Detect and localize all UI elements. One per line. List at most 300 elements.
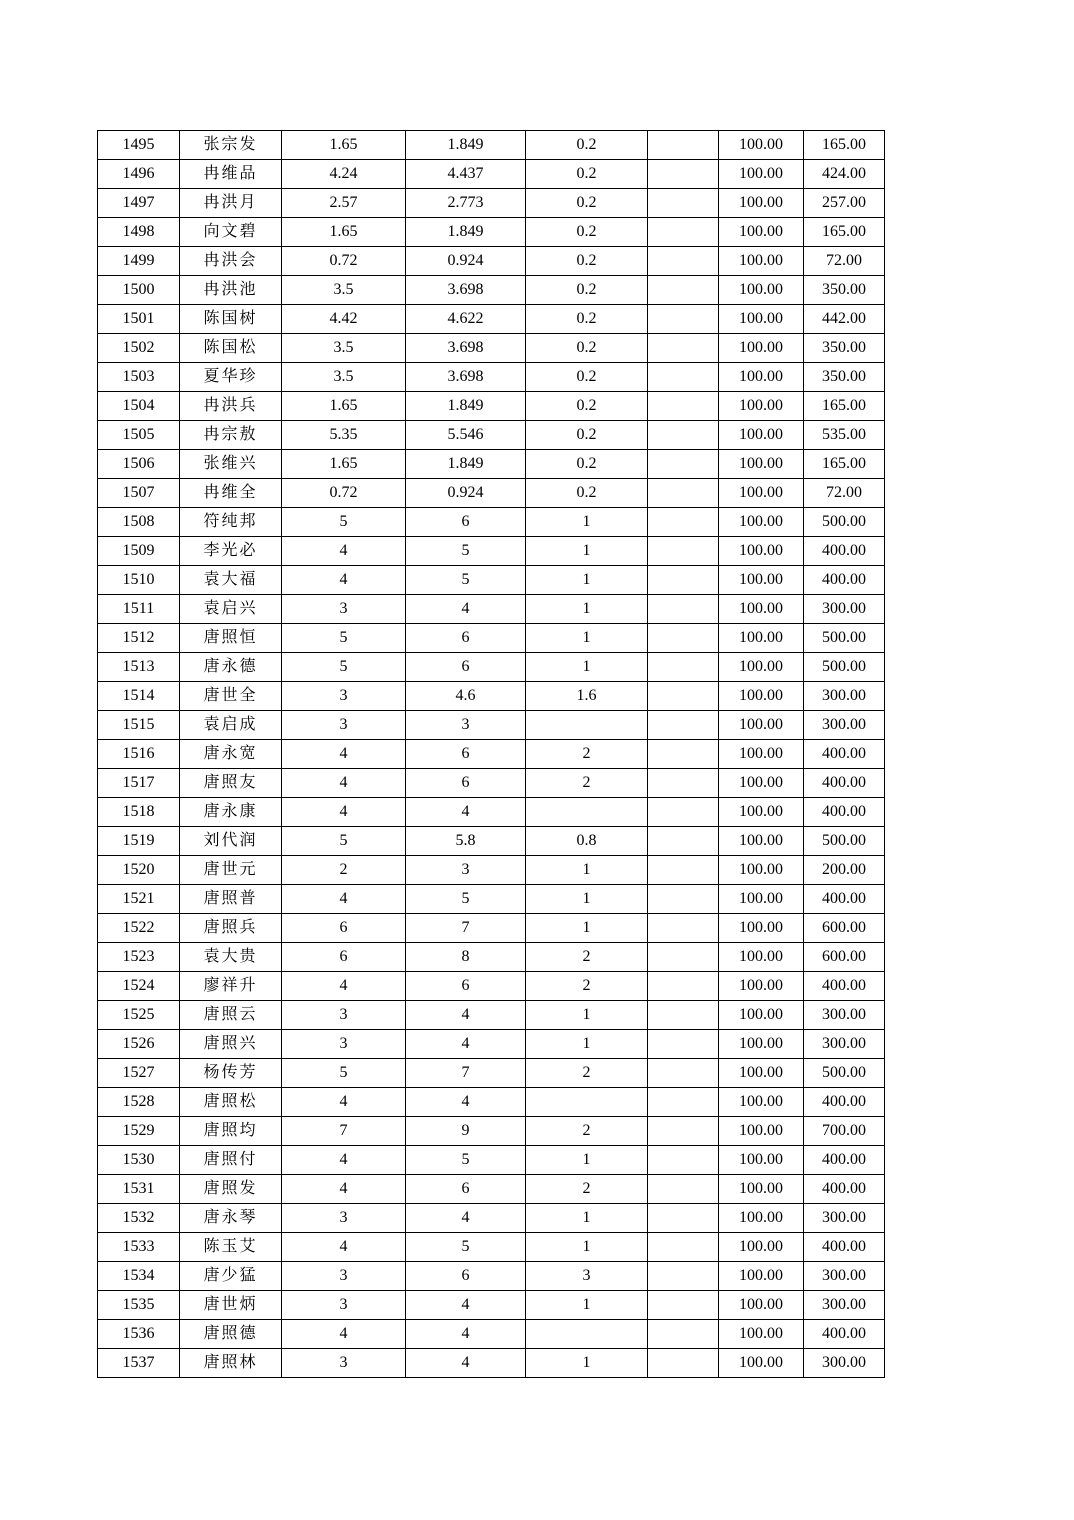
value-a-cell: 4 — [282, 1320, 406, 1349]
value-diff-cell: 2 — [526, 740, 648, 769]
unit-price-cell: 100.00 — [719, 218, 804, 247]
row-number-cell: 1521 — [98, 885, 180, 914]
table-row — [98, 218, 885, 247]
blank-cell — [648, 1233, 719, 1262]
amount-cell: 300.00 — [804, 1291, 885, 1320]
value-diff-cell: 1 — [526, 914, 648, 943]
blank-cell — [648, 508, 719, 537]
amount-cell: 500.00 — [804, 624, 885, 653]
unit-price-cell: 100.00 — [719, 682, 804, 711]
amount-cell: 400.00 — [804, 1146, 885, 1175]
table-row — [98, 1175, 885, 1204]
table-row — [98, 334, 885, 363]
name-cell: 袁大福 — [180, 566, 282, 595]
row-number-cell: 1514 — [98, 682, 180, 711]
value-diff-cell: 1 — [526, 1204, 648, 1233]
value-b-cell: 6 — [406, 740, 526, 769]
value-a-cell: 5.35 — [282, 421, 406, 450]
row-number-cell: 1531 — [98, 1175, 180, 1204]
value-a-cell: 7 — [282, 1117, 406, 1146]
value-diff-cell — [526, 711, 648, 740]
table-row — [98, 1262, 885, 1291]
value-a-cell: 4 — [282, 1088, 406, 1117]
value-a-cell: 1.65 — [282, 131, 406, 160]
value-diff-cell — [526, 1320, 648, 1349]
value-b-cell: 1.849 — [406, 450, 526, 479]
name-cell: 袁启兴 — [180, 595, 282, 624]
table-row — [98, 972, 885, 1001]
value-a-cell: 3 — [282, 1030, 406, 1059]
amount-cell: 165.00 — [804, 218, 885, 247]
name-cell: 冉洪月 — [180, 189, 282, 218]
unit-price-cell: 100.00 — [719, 363, 804, 392]
value-b-cell: 6 — [406, 508, 526, 537]
amount-cell: 400.00 — [804, 885, 885, 914]
unit-price-cell: 100.00 — [719, 1146, 804, 1175]
value-a-cell: 3.5 — [282, 276, 406, 305]
blank-cell — [648, 276, 719, 305]
value-a-cell: 0.72 — [282, 479, 406, 508]
unit-price-cell: 100.00 — [719, 305, 804, 334]
value-a-cell: 4 — [282, 1146, 406, 1175]
value-diff-cell: 1 — [526, 1291, 648, 1320]
value-diff-cell: 0.2 — [526, 131, 648, 160]
blank-cell — [648, 392, 719, 421]
table-row — [98, 827, 885, 856]
name-cell: 唐世炳 — [180, 1291, 282, 1320]
value-a-cell: 3 — [282, 595, 406, 624]
amount-cell: 300.00 — [804, 1262, 885, 1291]
value-b-cell: 4 — [406, 1001, 526, 1030]
amount-cell: 600.00 — [804, 914, 885, 943]
blank-cell — [648, 1349, 719, 1378]
name-cell: 冉洪兵 — [180, 392, 282, 421]
name-cell: 向文碧 — [180, 218, 282, 247]
row-number-cell: 1512 — [98, 624, 180, 653]
value-a-cell: 0.72 — [282, 247, 406, 276]
name-cell: 唐照发 — [180, 1175, 282, 1204]
row-number-cell: 1510 — [98, 566, 180, 595]
unit-price-cell: 100.00 — [719, 421, 804, 450]
name-cell: 李光必 — [180, 537, 282, 566]
name-cell: 符纯邦 — [180, 508, 282, 537]
unit-price-cell: 100.00 — [719, 537, 804, 566]
table-row — [98, 131, 885, 160]
unit-price-cell: 100.00 — [719, 131, 804, 160]
name-cell: 唐永德 — [180, 653, 282, 682]
unit-price-cell: 100.00 — [719, 798, 804, 827]
value-diff-cell: 2 — [526, 1175, 648, 1204]
unit-price-cell: 100.00 — [719, 276, 804, 305]
unit-price-cell: 100.00 — [719, 1030, 804, 1059]
unit-price-cell: 100.00 — [719, 856, 804, 885]
name-cell: 唐照普 — [180, 885, 282, 914]
blank-cell — [648, 566, 719, 595]
blank-cell — [648, 1262, 719, 1291]
value-diff-cell: 2 — [526, 769, 648, 798]
value-a-cell: 6 — [282, 943, 406, 972]
value-a-cell: 5 — [282, 508, 406, 537]
unit-price-cell: 100.00 — [719, 769, 804, 798]
value-a-cell: 3 — [282, 682, 406, 711]
value-diff-cell: 0.2 — [526, 160, 648, 189]
value-b-cell: 8 — [406, 943, 526, 972]
blank-cell — [648, 769, 719, 798]
value-a-cell: 5 — [282, 827, 406, 856]
value-a-cell: 3 — [282, 1291, 406, 1320]
blank-cell — [648, 1175, 719, 1204]
row-number-cell: 1517 — [98, 769, 180, 798]
amount-cell: 300.00 — [804, 1030, 885, 1059]
amount-cell: 442.00 — [804, 305, 885, 334]
blank-cell — [648, 943, 719, 972]
name-cell: 冉洪会 — [180, 247, 282, 276]
row-number-cell: 1495 — [98, 131, 180, 160]
table-row — [98, 1088, 885, 1117]
value-diff-cell: 0.2 — [526, 305, 648, 334]
amount-cell: 300.00 — [804, 1001, 885, 1030]
value-diff-cell: 1 — [526, 856, 648, 885]
amount-cell: 350.00 — [804, 334, 885, 363]
unit-price-cell: 100.00 — [719, 827, 804, 856]
value-diff-cell — [526, 1088, 648, 1117]
unit-price-cell: 100.00 — [719, 943, 804, 972]
unit-price-cell: 100.00 — [719, 508, 804, 537]
value-b-cell: 4 — [406, 1320, 526, 1349]
blank-cell — [648, 972, 719, 1001]
table-row — [98, 305, 885, 334]
name-cell: 夏华珍 — [180, 363, 282, 392]
amount-cell: 200.00 — [804, 856, 885, 885]
table-row — [98, 914, 885, 943]
amount-cell: 500.00 — [804, 827, 885, 856]
amount-cell: 600.00 — [804, 943, 885, 972]
value-b-cell: 3.698 — [406, 276, 526, 305]
row-number-cell: 1499 — [98, 247, 180, 276]
row-number-cell: 1507 — [98, 479, 180, 508]
amount-cell: 400.00 — [804, 1175, 885, 1204]
value-a-cell: 4 — [282, 1175, 406, 1204]
table-row — [98, 189, 885, 218]
table-row — [98, 160, 885, 189]
amount-cell: 300.00 — [804, 1349, 885, 1378]
value-b-cell: 4 — [406, 1204, 526, 1233]
name-cell: 冉宗敖 — [180, 421, 282, 450]
name-cell: 唐照松 — [180, 1088, 282, 1117]
value-diff-cell: 0.2 — [526, 363, 648, 392]
name-cell: 唐少猛 — [180, 1262, 282, 1291]
blank-cell — [648, 914, 719, 943]
value-b-cell: 5 — [406, 537, 526, 566]
table-row — [98, 943, 885, 972]
name-cell: 陈国松 — [180, 334, 282, 363]
blank-cell — [648, 247, 719, 276]
value-b-cell: 4.437 — [406, 160, 526, 189]
value-b-cell: 3.698 — [406, 334, 526, 363]
amount-cell: 500.00 — [804, 653, 885, 682]
value-a-cell: 1.65 — [282, 450, 406, 479]
table-row — [98, 1233, 885, 1262]
amount-cell: 350.00 — [804, 276, 885, 305]
table-row — [98, 450, 885, 479]
table-row — [98, 856, 885, 885]
table-row — [98, 798, 885, 827]
value-b-cell: 0.924 — [406, 247, 526, 276]
name-cell: 袁大贵 — [180, 943, 282, 972]
blank-cell — [648, 1320, 719, 1349]
name-cell: 唐永康 — [180, 798, 282, 827]
value-b-cell: 4.622 — [406, 305, 526, 334]
table-row — [98, 276, 885, 305]
unit-price-cell: 100.00 — [719, 1059, 804, 1088]
unit-price-cell: 100.00 — [719, 914, 804, 943]
value-diff-cell: 0.2 — [526, 479, 648, 508]
row-number-cell: 1537 — [98, 1349, 180, 1378]
value-b-cell: 6 — [406, 972, 526, 1001]
value-b-cell: 5 — [406, 566, 526, 595]
unit-price-cell: 100.00 — [719, 1291, 804, 1320]
table-row — [98, 1059, 885, 1088]
row-number-cell: 1536 — [98, 1320, 180, 1349]
value-a-cell: 4 — [282, 885, 406, 914]
table-row — [98, 1001, 885, 1030]
amount-cell: 300.00 — [804, 595, 885, 624]
row-number-cell: 1523 — [98, 943, 180, 972]
blank-cell — [648, 1146, 719, 1175]
table-row — [98, 1349, 885, 1378]
value-diff-cell: 1 — [526, 1030, 648, 1059]
value-a-cell: 4 — [282, 537, 406, 566]
table-row — [98, 421, 885, 450]
amount-cell: 400.00 — [804, 769, 885, 798]
value-a-cell: 1.65 — [282, 392, 406, 421]
value-b-cell: 4 — [406, 1088, 526, 1117]
row-number-cell: 1502 — [98, 334, 180, 363]
blank-cell — [648, 131, 719, 160]
unit-price-cell: 100.00 — [719, 740, 804, 769]
table-row — [98, 885, 885, 914]
row-number-cell: 1526 — [98, 1030, 180, 1059]
value-b-cell: 3 — [406, 856, 526, 885]
data-table — [97, 130, 885, 1378]
name-cell: 唐照德 — [180, 1320, 282, 1349]
name-cell: 唐照恒 — [180, 624, 282, 653]
name-cell: 唐照友 — [180, 769, 282, 798]
table-row — [98, 1291, 885, 1320]
blank-cell — [648, 1059, 719, 1088]
value-b-cell: 9 — [406, 1117, 526, 1146]
name-cell: 杨传芳 — [180, 1059, 282, 1088]
unit-price-cell: 100.00 — [719, 1175, 804, 1204]
unit-price-cell: 100.00 — [719, 450, 804, 479]
table-row — [98, 1146, 885, 1175]
blank-cell — [648, 363, 719, 392]
value-a-cell: 4 — [282, 566, 406, 595]
value-b-cell: 2.773 — [406, 189, 526, 218]
name-cell: 冉维品 — [180, 160, 282, 189]
unit-price-cell: 100.00 — [719, 653, 804, 682]
unit-price-cell: 100.00 — [719, 1349, 804, 1378]
blank-cell — [648, 189, 719, 218]
value-a-cell: 4 — [282, 769, 406, 798]
value-b-cell: 4.6 — [406, 682, 526, 711]
blank-cell — [648, 653, 719, 682]
blank-cell — [648, 1001, 719, 1030]
value-a-cell: 3.5 — [282, 363, 406, 392]
blank-cell — [648, 305, 719, 334]
unit-price-cell: 100.00 — [719, 1204, 804, 1233]
value-diff-cell: 1 — [526, 885, 648, 914]
value-diff-cell: 1 — [526, 1001, 648, 1030]
value-b-cell: 6 — [406, 1262, 526, 1291]
amount-cell: 400.00 — [804, 537, 885, 566]
unit-price-cell: 100.00 — [719, 392, 804, 421]
row-number-cell: 1505 — [98, 421, 180, 450]
value-a-cell: 2 — [282, 856, 406, 885]
value-diff-cell: 1 — [526, 1146, 648, 1175]
value-b-cell: 6 — [406, 653, 526, 682]
value-b-cell: 0.924 — [406, 479, 526, 508]
amount-cell: 72.00 — [804, 479, 885, 508]
name-cell: 唐世全 — [180, 682, 282, 711]
blank-cell — [648, 1088, 719, 1117]
table-row — [98, 769, 885, 798]
unit-price-cell: 100.00 — [719, 1088, 804, 1117]
value-b-cell: 5.8 — [406, 827, 526, 856]
blank-cell — [648, 537, 719, 566]
amount-cell: 165.00 — [804, 450, 885, 479]
name-cell: 陈玉艾 — [180, 1233, 282, 1262]
amount-cell: 535.00 — [804, 421, 885, 450]
table-row — [98, 1117, 885, 1146]
blank-cell — [648, 218, 719, 247]
blank-cell — [648, 885, 719, 914]
name-cell: 唐永琴 — [180, 1204, 282, 1233]
value-b-cell: 6 — [406, 1175, 526, 1204]
value-diff-cell: 1 — [526, 653, 648, 682]
amount-cell: 257.00 — [804, 189, 885, 218]
row-number-cell: 1506 — [98, 450, 180, 479]
row-number-cell: 1525 — [98, 1001, 180, 1030]
unit-price-cell: 100.00 — [719, 885, 804, 914]
value-a-cell: 3 — [282, 1001, 406, 1030]
table-row — [98, 624, 885, 653]
value-b-cell: 4 — [406, 595, 526, 624]
table-row — [98, 479, 885, 508]
amount-cell: 400.00 — [804, 740, 885, 769]
table-body — [98, 131, 885, 1378]
value-diff-cell: 2 — [526, 1117, 648, 1146]
amount-cell: 400.00 — [804, 1320, 885, 1349]
blank-cell — [648, 682, 719, 711]
amount-cell: 400.00 — [804, 1233, 885, 1262]
row-number-cell: 1515 — [98, 711, 180, 740]
value-a-cell: 3.5 — [282, 334, 406, 363]
blank-cell — [648, 798, 719, 827]
name-cell: 冉洪池 — [180, 276, 282, 305]
row-number-cell: 1522 — [98, 914, 180, 943]
value-diff-cell: 0.2 — [526, 247, 648, 276]
unit-price-cell: 100.00 — [719, 595, 804, 624]
blank-cell — [648, 624, 719, 653]
blank-cell — [648, 711, 719, 740]
value-a-cell: 1.65 — [282, 218, 406, 247]
value-diff-cell: 2 — [526, 943, 648, 972]
value-b-cell: 1.849 — [406, 392, 526, 421]
value-diff-cell: 1 — [526, 624, 648, 653]
table-row — [98, 1204, 885, 1233]
table-row — [98, 653, 885, 682]
table-row — [98, 595, 885, 624]
value-b-cell: 4 — [406, 1291, 526, 1320]
unit-price-cell: 100.00 — [719, 711, 804, 740]
amount-cell: 400.00 — [804, 972, 885, 1001]
amount-cell: 400.00 — [804, 798, 885, 827]
unit-price-cell: 100.00 — [719, 1320, 804, 1349]
unit-price-cell: 100.00 — [719, 247, 804, 276]
row-number-cell: 1501 — [98, 305, 180, 334]
name-cell: 袁启成 — [180, 711, 282, 740]
value-b-cell: 7 — [406, 1059, 526, 1088]
unit-price-cell: 100.00 — [719, 334, 804, 363]
name-cell: 唐照兴 — [180, 1030, 282, 1059]
name-cell: 唐照云 — [180, 1001, 282, 1030]
value-b-cell: 5 — [406, 1146, 526, 1175]
name-cell: 唐照兵 — [180, 914, 282, 943]
amount-cell: 72.00 — [804, 247, 885, 276]
blank-cell — [648, 160, 719, 189]
value-diff-cell: 1 — [526, 595, 648, 624]
table-row — [98, 392, 885, 421]
blank-cell — [648, 1117, 719, 1146]
value-b-cell: 1.849 — [406, 218, 526, 247]
value-b-cell: 6 — [406, 624, 526, 653]
name-cell: 张宗发 — [180, 131, 282, 160]
amount-cell: 500.00 — [804, 1059, 885, 1088]
value-b-cell: 7 — [406, 914, 526, 943]
amount-cell: 300.00 — [804, 1204, 885, 1233]
value-diff-cell: 0.2 — [526, 421, 648, 450]
value-a-cell: 4.24 — [282, 160, 406, 189]
table-row — [98, 566, 885, 595]
table-row — [98, 363, 885, 392]
blank-cell — [648, 740, 719, 769]
unit-price-cell: 100.00 — [719, 566, 804, 595]
value-a-cell: 3 — [282, 1204, 406, 1233]
amount-cell: 400.00 — [804, 566, 885, 595]
value-a-cell: 5 — [282, 653, 406, 682]
value-b-cell: 1.849 — [406, 131, 526, 160]
value-diff-cell: 1 — [526, 1349, 648, 1378]
unit-price-cell: 100.00 — [719, 1117, 804, 1146]
value-diff-cell: 0.2 — [526, 276, 648, 305]
row-number-cell: 1534 — [98, 1262, 180, 1291]
value-a-cell: 4 — [282, 740, 406, 769]
row-number-cell: 1509 — [98, 537, 180, 566]
table-row — [98, 682, 885, 711]
row-number-cell: 1503 — [98, 363, 180, 392]
name-cell: 唐照付 — [180, 1146, 282, 1175]
value-a-cell: 5 — [282, 624, 406, 653]
value-diff-cell: 1.6 — [526, 682, 648, 711]
table-row — [98, 247, 885, 276]
name-cell: 廖祥升 — [180, 972, 282, 1001]
value-diff-cell: 1 — [526, 508, 648, 537]
value-a-cell: 4.42 — [282, 305, 406, 334]
value-a-cell: 4 — [282, 798, 406, 827]
value-a-cell: 4 — [282, 972, 406, 1001]
name-cell: 陈国树 — [180, 305, 282, 334]
